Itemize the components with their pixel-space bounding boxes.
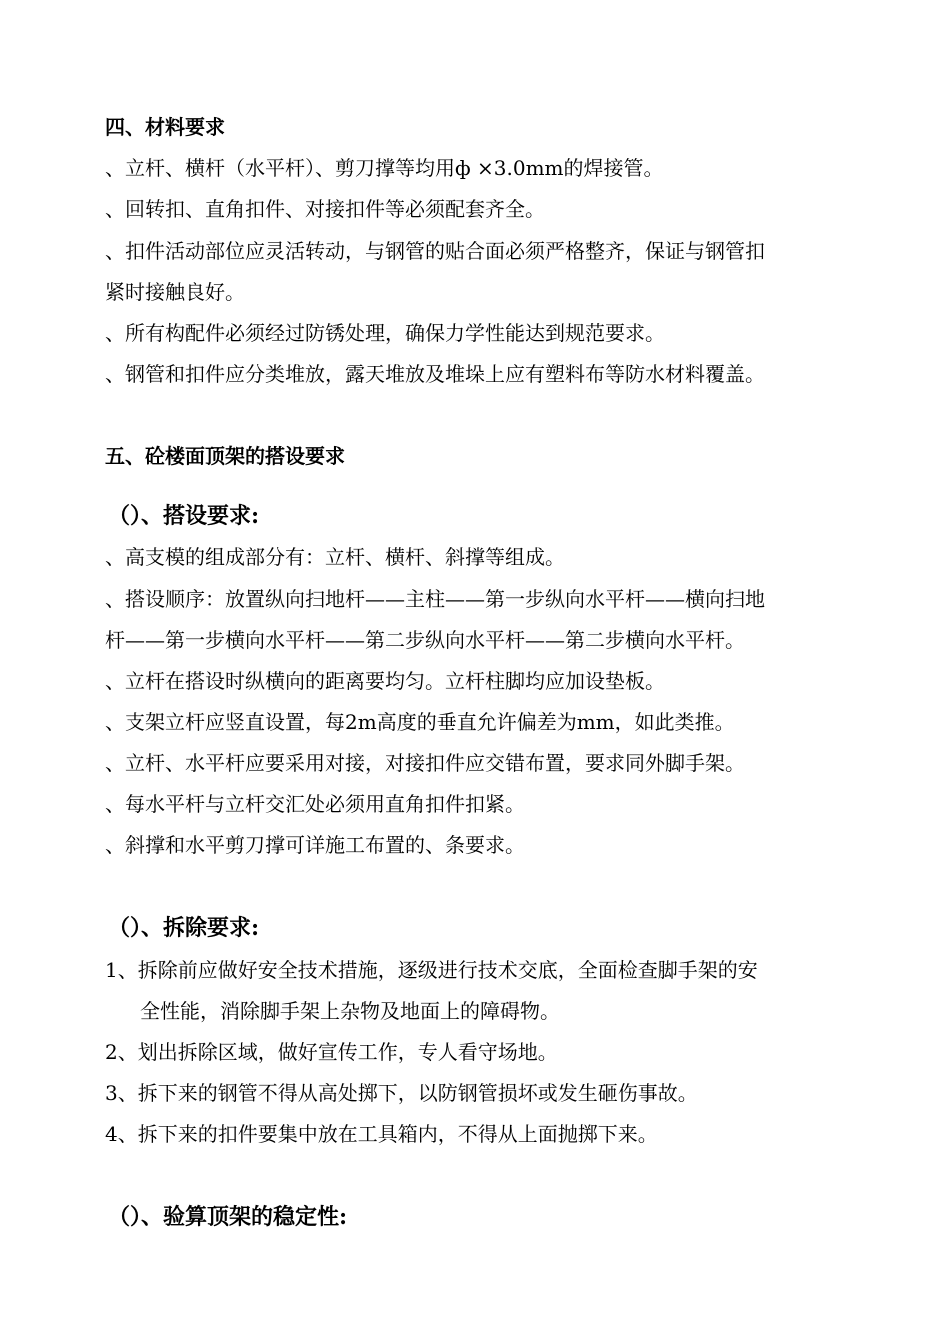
list-item-continuation: 全性能，消除脚手架上杂物及地面上的障碍物。 xyxy=(140,999,560,1023)
section-4-heading: 四、材料要求 xyxy=(105,115,225,139)
paragraph: 、每水平杆与立杆交汇处必须用直角扣件扣紧。 xyxy=(105,792,525,816)
list-item: 4、拆下来的扣件要集中放在工具箱内，不得从上面抛掷下来。 xyxy=(105,1122,658,1146)
list-item: 2、划出拆除区域，做好宣传工作，专人看守场地。 xyxy=(105,1040,558,1064)
section-5-heading: 五、砼楼面顶架的搭设要求 xyxy=(105,444,345,468)
paragraph: 杆——第一步横向水平杆——第二步纵向水平杆——第二步横向水平杆。 xyxy=(105,628,745,652)
subsection-heading: （）、搭设要求: xyxy=(108,503,260,529)
paragraph: 、回转扣、直角扣件、对接扣件等必须配套齐全。 xyxy=(105,197,545,221)
paragraph: 、高支模的组成部分有：立杆、横杆、斜撑等组成。 xyxy=(105,545,565,569)
paragraph: 、支架立杆应竖直设置，每2m高度的垂直允许偏差为mm，如此类推。 xyxy=(105,710,735,734)
paragraph: 、立杆在搭设时纵横向的距离要均匀。立杆柱脚均应加设垫板。 xyxy=(105,669,665,693)
list-item: 3、拆下来的钢管不得从高处掷下，以防钢管损坏或发生砸伤事故。 xyxy=(105,1081,698,1105)
paragraph: 、搭设顺序：放置纵向扫地杆——主柱——第一步纵向水平杆——横向扫地 xyxy=(105,587,765,611)
paragraph: 、立杆、横杆（水平杆）、剪刀撑等均用ф ×3.0mm的焊接管。 xyxy=(105,156,664,180)
paragraph: 、斜撑和水平剪刀撑可详施工布置的、条要求。 xyxy=(105,833,525,857)
subsection-heading: （）、验算顶架的稳定性: xyxy=(108,1204,348,1230)
list-item: 1、拆除前应做好安全技术措施，逐级进行技术交底，全面检查脚手架的安 xyxy=(105,958,758,982)
paragraph: 、钢管和扣件应分类堆放，露天堆放及堆垛上应有塑料布等防水材料覆盖。 xyxy=(105,362,765,386)
paragraph: 紧时接触良好。 xyxy=(105,280,245,304)
paragraph: 、所有构配件必须经过防锈处理，确保力学性能达到规范要求。 xyxy=(105,321,665,345)
paragraph: 、扣件活动部位应灵活转动，与钢管的贴合面必须严格整齐，保证与钢管扣 xyxy=(105,239,765,263)
subsection-heading: （）、拆除要求: xyxy=(108,915,260,941)
paragraph: 、立杆、水平杆应要采用对接，对接扣件应交错布置，要求同外脚手架。 xyxy=(105,751,745,775)
